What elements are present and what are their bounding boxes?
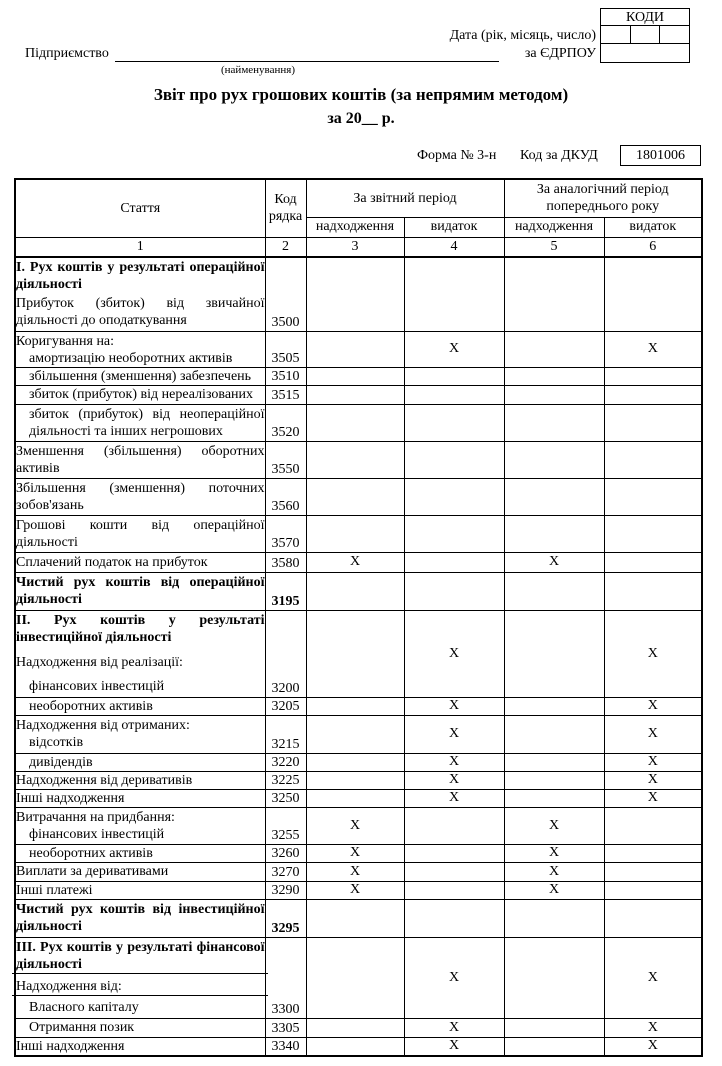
article-cell [15,572,265,610]
value-cell[interactable] [504,610,604,697]
row-code-cell: 3255 [265,807,306,844]
value-cell[interactable] [404,899,504,937]
row-code-cell: 3260 [265,844,306,862]
article-cell [15,1037,265,1056]
company-name-hint: (найменування) [221,64,295,76]
x-mark-cell: X [504,862,604,881]
x-mark-cell: X [604,771,702,789]
table-row [15,385,702,404]
article-cell [15,404,265,441]
article-cell [15,610,265,697]
value-cell[interactable] [504,441,604,478]
article-line: Отримання позик [29,1020,135,1035]
previous-period-header: За аналогічний період попереднього року [504,179,702,217]
article-line: Чистий рух коштів від операційної діяльності [16,575,265,607]
row-code-cell: 3205 [265,697,306,715]
table-row [15,899,702,937]
article-cell [15,367,265,385]
outflow-subheader: видаток [604,217,702,237]
x-mark-cell: X [306,881,404,899]
article-cell [15,753,265,771]
value-cell[interactable] [306,367,404,385]
outflow-subheader: видаток [404,217,504,237]
value-cell[interactable] [306,515,404,552]
row-code-cell: 3220 [265,753,306,771]
table-row [15,257,702,331]
table-row [15,610,702,697]
article-cell [15,385,265,404]
article-cell [15,771,265,789]
value-cell[interactable] [604,478,702,515]
report-table-body [15,257,702,1056]
x-mark-cell: X [306,844,404,862]
document-title: Звіт про рух грошових коштів (за непрямим методом) [153,85,569,104]
value-cell[interactable] [306,753,404,771]
table-row [15,771,702,789]
article-cell [15,552,265,572]
table-row [15,753,702,771]
x-mark-cell: X [604,331,702,367]
value-cell[interactable] [404,572,504,610]
x-mark-cell: X [404,331,504,367]
x-mark-cell: X [604,1037,702,1056]
article-cell [15,257,265,331]
row-code-cell: 3270 [265,862,306,881]
column-number-cell: 2 [265,237,306,257]
inflow-subheader: надходження [504,217,604,237]
x-mark-cell: X [306,862,404,881]
x-mark-cell: X [404,610,504,697]
edrpou-code-cell[interactable] [601,44,689,62]
article-line: фінансових інвестицій [29,827,165,842]
article-line: амортизацію необоротних активів [29,351,233,366]
value-cell[interactable] [604,899,702,937]
article-cell [15,515,265,552]
x-mark-cell: X [504,552,604,572]
row-code-cell: 3560 [265,478,306,515]
value-cell[interactable] [404,404,504,441]
article-line: необоротних активів [29,698,153,714]
article-line: збільшення (зменшення) забезпечень [29,368,252,384]
value-cell[interactable] [306,715,404,753]
value-cell[interactable] [604,844,702,862]
article-line: Виплати за деривативами [16,864,169,879]
value-cell[interactable] [604,404,702,441]
x-mark-cell: X [404,715,504,753]
article-cell [15,789,265,807]
article-line: Грошові кошти від операційної діяльності [16,517,265,550]
value-cell[interactable] [404,441,504,478]
value-cell[interactable] [306,331,404,367]
x-mark-cell: X [604,789,702,807]
article-line: Надходження від отриманих: [16,718,190,733]
value-cell[interactable] [504,771,604,789]
row-code-cell: 3195 [265,572,306,610]
dkud-code-box: 1801006 [620,145,701,166]
article-line: Зменшення (збільшення) оборотних активів [16,443,265,476]
value-cell[interactable] [404,478,504,515]
value-cell[interactable] [404,844,504,862]
value-cell[interactable] [604,862,702,881]
table-row [15,1037,702,1056]
value-cell[interactable] [404,367,504,385]
article-line: Надходження від: [12,978,268,996]
table-row [15,881,702,899]
table-row [15,844,702,862]
x-mark-cell: X [604,715,702,753]
row-code-cell: 3570 [265,515,306,552]
row-code-cell: 3520 [265,404,306,441]
column-number-cell: 3 [306,237,404,257]
table-row [15,937,702,1018]
article-line: Витрачання на придбання: [16,810,175,825]
article-line: Чистий рух коштів від інвестиційної діяльності [16,902,265,934]
column-number-cell: 6 [604,237,702,257]
row-code-cell: 3305 [265,1018,306,1037]
value-cell[interactable] [504,331,604,367]
article-line: відсотків [29,735,84,750]
edrpou-label: за ЄДРПОУ [524,46,596,61]
value-cell[interactable] [504,1037,604,1056]
article-cell [15,331,265,367]
value-cell[interactable] [504,257,604,331]
article-cell [15,478,265,515]
reporting-period-header: За звітний період [306,179,504,217]
x-mark-cell: X [404,789,504,807]
value-cell[interactable] [404,862,504,881]
date-day-cell[interactable] [660,26,689,43]
article-line: Надходження від реалізації: [16,654,183,670]
value-cell[interactable] [504,789,604,807]
row-code-cell: 3295 [265,899,306,937]
article-line: необоротних активів [29,845,153,861]
table-row [15,441,702,478]
article-line: Інші платежі [16,882,93,898]
value-cell[interactable] [306,899,404,937]
x-mark-cell: X [504,807,604,844]
inflow-subheader: надходження [306,217,404,237]
value-cell[interactable] [604,367,702,385]
table-header-row [15,179,702,217]
document-period: за 20__ р. [327,110,395,127]
value-cell[interactable] [306,697,404,715]
value-cell[interactable] [504,1018,604,1037]
date-month-cell[interactable] [631,26,661,43]
form-number-label: Форма № 3-н [417,148,497,163]
codes-box [600,8,690,63]
value-cell[interactable] [504,478,604,515]
value-cell[interactable] [504,753,604,771]
value-cell[interactable] [306,610,404,697]
date-label: Дата (рік, місяць, число) [449,28,596,43]
x-mark-cell: X [604,697,702,715]
article-cell [15,881,265,899]
value-cell[interactable] [306,257,404,331]
article-line: Власного капіталу [29,1000,139,1015]
row-code-cell: 3500 [265,257,306,331]
x-mark-cell: X [504,881,604,899]
value-cell[interactable] [404,881,504,899]
value-cell[interactable] [604,572,702,610]
row-code-cell: 3200 [265,610,306,697]
row-code-cell: 3225 [265,771,306,789]
value-cell[interactable] [504,515,604,552]
value-cell[interactable] [604,881,702,899]
value-cell[interactable] [306,789,404,807]
article-line: Надходження від деривативів [16,772,193,788]
value-cell[interactable] [306,937,404,1018]
value-cell[interactable] [306,404,404,441]
value-cell[interactable] [404,257,504,331]
x-mark-cell: X [404,937,504,1018]
table-row [15,862,702,881]
table-row [15,807,702,844]
article-line: Інші надходження [16,1038,125,1054]
x-mark-cell: X [604,610,702,697]
row-code-cell: 3505 [265,331,306,367]
x-mark-cell: X [306,807,404,844]
x-mark-cell: X [404,753,504,771]
article-cell [15,441,265,478]
row-code-cell: 3515 [265,385,306,404]
table-row [15,478,702,515]
value-cell[interactable] [604,807,702,844]
value-cell[interactable] [504,572,604,610]
table-row [15,697,702,715]
value-cell[interactable] [604,385,702,404]
value-cell[interactable] [504,385,604,404]
table-row [15,331,702,367]
article-cell [15,1018,265,1037]
article-line: Прибуток (збиток) від звичайної діяльності до оподаткування [16,296,265,329]
article-cell [15,697,265,715]
x-mark-cell: X [404,771,504,789]
article-line: III. Рух коштів у результаті фінансової діяльності [12,939,268,974]
value-cell[interactable] [306,572,404,610]
x-mark-cell: X [504,844,604,862]
value-cell[interactable] [504,697,604,715]
article-cell [15,899,265,937]
value-cell[interactable] [404,515,504,552]
article-line: збиток (прибуток) від неопераційної діяльності та інших негрошових [29,406,265,439]
value-cell[interactable] [306,1037,404,1056]
x-mark-cell: X [604,937,702,1018]
table-row [15,715,702,753]
article-cell [15,937,265,1018]
row-code-column-header: Код рядка [265,179,306,237]
value-cell[interactable] [504,367,604,385]
value-cell[interactable] [604,257,702,331]
value-cell[interactable] [504,404,604,441]
article-column-header: Стаття [15,179,265,237]
table-row [15,572,702,610]
table-row [15,1018,702,1037]
value-cell[interactable] [404,385,504,404]
row-code-cell: 3300 [265,937,306,1018]
article-line: Коригування на: [16,334,115,349]
row-code-cell: 3550 [265,441,306,478]
row-code-cell: 3340 [265,1037,306,1056]
column-number-cell: 1 [15,237,265,257]
codes-box-title: КОДИ [601,9,689,26]
x-mark-cell: X [604,1018,702,1037]
article-cell [15,844,265,862]
article-line: Інші надходження [16,790,125,806]
article-cell [15,715,265,753]
report-table [14,178,703,1057]
column-number-cell: 4 [404,237,504,257]
x-mark-cell: X [306,552,404,572]
x-mark-cell: X [604,753,702,771]
value-cell[interactable] [404,807,504,844]
table-row [15,789,702,807]
value-cell[interactable] [604,515,702,552]
value-cell[interactable] [604,441,702,478]
article-line: I. Рух коштів у результаті операційної діяльності [16,260,265,293]
codes-date-row [601,26,689,44]
value-cell[interactable] [504,715,604,753]
row-code-cell: 3510 [265,367,306,385]
table-row [15,404,702,441]
article-line: Збільшення (зменшення) поточних зобов'язань [16,480,265,513]
table-row [15,552,702,572]
article-line: II. Рух коштів у результаті інвестиційної діяльності [16,613,265,645]
x-mark-cell: X [404,1018,504,1037]
row-code-cell: 3580 [265,552,306,572]
article-line: Сплачений податок на прибуток [16,554,208,570]
company-label: Підприємство [25,46,109,61]
article-line: збиток (прибуток) від нереалізованих [29,387,254,402]
value-cell[interactable] [306,478,404,515]
article-line: дивідендів [29,754,93,770]
value-cell[interactable] [404,552,504,572]
value-cell[interactable] [306,1018,404,1037]
row-code-cell: 3250 [265,789,306,807]
article-line: фінансових інвестицій [29,679,165,694]
value-cell[interactable] [604,552,702,572]
value-cell[interactable] [306,771,404,789]
value-cell[interactable] [306,385,404,404]
x-mark-cell: X [404,1037,504,1056]
article-cell [15,807,265,844]
company-name-blank[interactable] [115,47,499,62]
value-cell[interactable] [306,441,404,478]
column-numbers-row [15,237,702,257]
row-code-cell: 3290 [265,881,306,899]
table-row [15,367,702,385]
column-number-cell: 5 [504,237,604,257]
date-year-cell[interactable] [601,26,631,43]
table-row [15,515,702,552]
dkud-label: Код за ДКУД [520,148,598,163]
x-mark-cell: X [404,697,504,715]
article-cell [15,862,265,881]
row-code-cell: 3215 [265,715,306,753]
value-cell[interactable] [504,899,604,937]
value-cell[interactable] [504,937,604,1018]
